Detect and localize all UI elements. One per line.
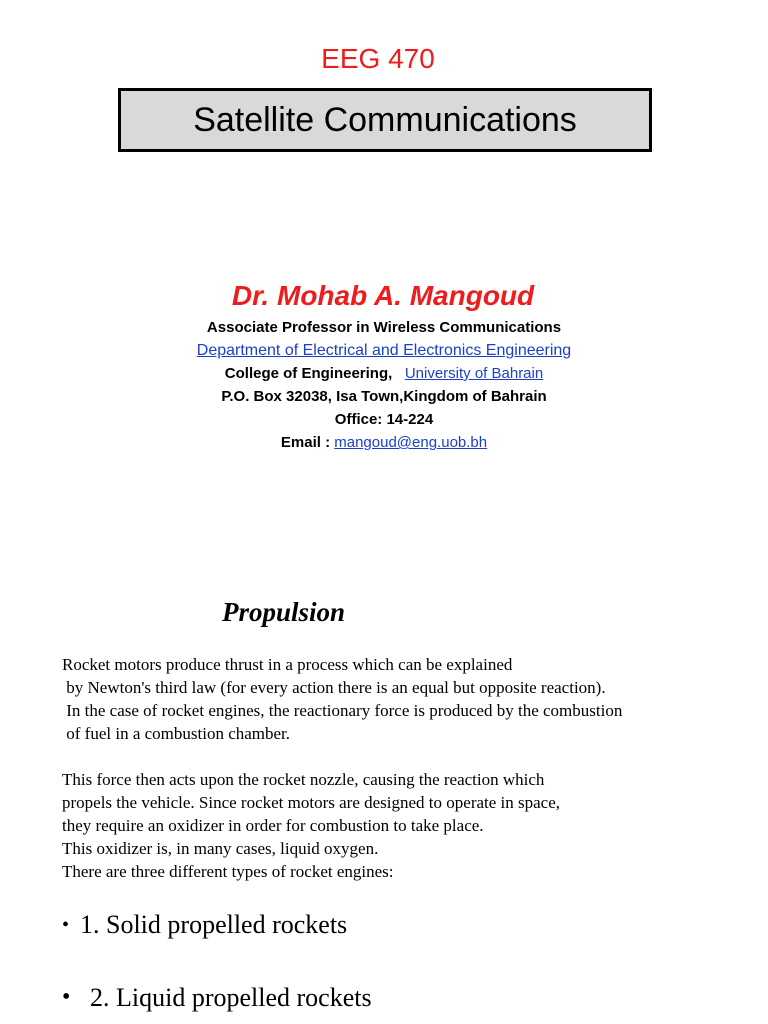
bullet-text: 1. Solid propelled rockets [80,910,348,939]
college-line [0,362,768,385]
course-title-box [118,88,652,152]
bullet-item [62,980,372,1015]
paragraph-line: In the case of rocket engines, the reactionary force is produced by the combustion [62,701,623,720]
author-info [0,276,768,454]
bullet-text: 2. Liquid propelled rockets [90,983,372,1012]
college-label: College of Engineering, [224,365,393,382]
email-link[interactable]: mangoud@eng.uob.bh [334,434,488,451]
paragraph-line: propels the vehicle. Since rocket motors are designed to operate in space, [62,793,561,812]
bullet-item [62,908,347,942]
course-title: Satellite Communications [193,101,577,139]
email-label: Email : [280,434,331,451]
course-code: EEG 470 [321,43,435,74]
postal-address: P.O. Box 32038, Isa Town,Kingdom of Bahrain [221,388,547,405]
paragraph-line: Rocket motors produce thrust in a process which can be explained [62,655,513,674]
paragraph-oxidizer [62,768,742,883]
paragraph-thrust [62,653,742,745]
bullet-icon: • [62,984,71,1010]
paragraph-line: There are three different types of rocket engines: [62,862,394,881]
email-line [0,431,768,454]
paragraph-line: of fuel in a combustion chamber. [62,724,291,743]
author-name: Dr. Mohab A. Mangoud [231,280,535,311]
department-link[interactable]: Department of Electrical and Electronics Engineering [196,342,572,359]
paragraph-line: by Newton's third law (for every action there is an equal but opposite reaction). [62,678,606,697]
paragraph-line: This force then acts upon the rocket nozzle, causing the reaction which [62,770,545,789]
author-position: Associate Professor in Wireless Communications [206,319,562,336]
university-link[interactable]: University of Bahrain [404,365,544,382]
bullet-icon: • [62,914,70,936]
section-heading: Propulsion [222,597,346,627]
department-line [0,339,768,362]
paragraph-line: they require an oxidizer in order for combustion to take place. [62,816,484,835]
office-number: Office: 14-224 [334,411,434,428]
paragraph-line: This oxidizer is, in many cases, liquid oxygen. [62,839,379,858]
